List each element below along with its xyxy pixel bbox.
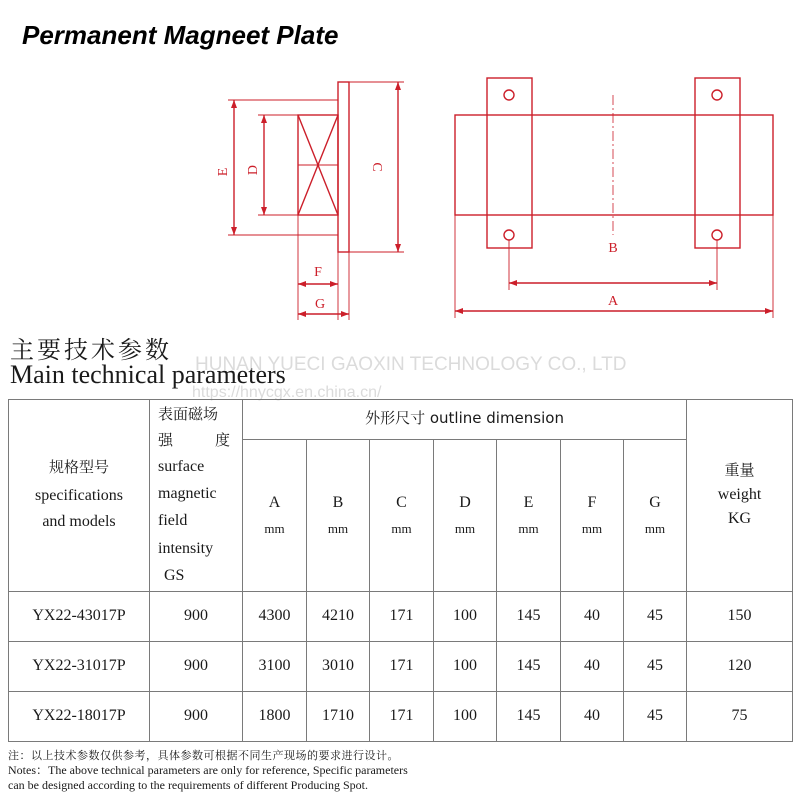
dim-letter: C bbox=[396, 493, 407, 511]
note-en-line1: Notes：The above technical parameters are only for reference, Specific parameters bbox=[8, 763, 408, 777]
cell-g: 45 bbox=[624, 692, 687, 742]
dim-label-g: G bbox=[314, 297, 326, 312]
cell-weight: 120 bbox=[687, 642, 793, 692]
dim-letter: G bbox=[649, 493, 661, 511]
table-row bbox=[9, 692, 793, 742]
cell-e: 145 bbox=[497, 692, 561, 742]
header-spec bbox=[9, 400, 150, 592]
technical-drawing bbox=[0, 0, 800, 330]
cell-d: 100 bbox=[434, 592, 497, 642]
cell-f: 40 bbox=[561, 592, 624, 642]
note-en-line2: can be designed according to the requirements of different Producing Spot. bbox=[8, 778, 369, 792]
cell-a: 4300 bbox=[243, 592, 307, 642]
cell-b: 3010 bbox=[307, 642, 370, 692]
table-row bbox=[9, 592, 793, 642]
header-outline-text: 外形尺寸 outline dimension bbox=[365, 409, 564, 428]
footnotes bbox=[8, 748, 408, 793]
cell-model: YX22-31017P bbox=[9, 642, 150, 692]
header-dim-c bbox=[370, 440, 434, 592]
watermark-company: HUNAN YUECI GAOXIN TECHNOLOGY CO., LTD bbox=[195, 354, 627, 375]
header-field-unit: GS bbox=[164, 566, 185, 584]
header-spec-en1: specifications bbox=[35, 486, 123, 504]
cell-gs: 900 bbox=[150, 592, 243, 642]
header-field-en4: intensity bbox=[158, 539, 214, 557]
header-outline-dimension bbox=[243, 400, 687, 440]
dim-label-f: F bbox=[314, 265, 322, 280]
dim-letter: B bbox=[332, 493, 344, 511]
dim-label-a: A bbox=[607, 294, 619, 309]
page-title: Permanent Magneet Plate bbox=[22, 20, 339, 50]
cell-b: 1710 bbox=[307, 692, 370, 742]
dim-label-e: E bbox=[216, 167, 231, 177]
side-view-plate bbox=[338, 82, 349, 252]
header-spec-en2: and models bbox=[42, 513, 116, 531]
dim-letter: E bbox=[523, 493, 534, 511]
dim-unit: mm bbox=[264, 521, 285, 537]
dim-letter: A bbox=[268, 493, 281, 511]
cell-a: 1800 bbox=[243, 692, 307, 742]
dim-label-d: D bbox=[246, 164, 261, 176]
cell-d: 100 bbox=[434, 692, 497, 742]
cell-a: 3100 bbox=[243, 642, 307, 692]
dim-unit: mm bbox=[581, 521, 603, 537]
cell-b: 4210 bbox=[307, 592, 370, 642]
header-field-en1: surface bbox=[158, 458, 205, 476]
cell-c: 171 bbox=[370, 592, 434, 642]
parameters-table bbox=[8, 399, 793, 742]
dim-label-c: C bbox=[369, 162, 384, 172]
front-view-bracket-left bbox=[487, 78, 532, 248]
header-field-cn2b: 度 bbox=[214, 430, 230, 449]
cell-e: 145 bbox=[497, 592, 561, 642]
cell-gs: 900 bbox=[150, 642, 243, 692]
dim-letter: F bbox=[587, 493, 597, 511]
front-view-bracket-right bbox=[695, 78, 740, 248]
table-row bbox=[9, 642, 793, 692]
cell-e: 145 bbox=[497, 642, 561, 692]
cell-model: YX22-18017P bbox=[9, 692, 150, 742]
header-dim-g bbox=[624, 440, 687, 592]
cell-weight: 75 bbox=[687, 692, 793, 742]
header-field-cn2 bbox=[158, 428, 242, 454]
front-view-plate bbox=[455, 115, 773, 215]
header-weight-unit: KG bbox=[727, 510, 752, 528]
dim-label-b: B bbox=[608, 241, 618, 256]
header-field-en3: field bbox=[158, 512, 188, 530]
header-weight bbox=[687, 400, 793, 592]
cell-weight: 150 bbox=[687, 592, 793, 642]
header-dim-e bbox=[497, 440, 561, 592]
cell-f: 40 bbox=[561, 642, 624, 692]
cell-d: 100 bbox=[434, 642, 497, 692]
cell-g: 45 bbox=[624, 592, 687, 642]
dim-unit: mm bbox=[518, 521, 539, 537]
header-field-en2: magnetic bbox=[158, 485, 217, 503]
cell-c: 171 bbox=[370, 692, 434, 742]
header-field-cn2a: 强 bbox=[158, 430, 174, 449]
section-heading-en: Main technical parameters bbox=[10, 360, 286, 389]
cell-gs: 900 bbox=[150, 692, 243, 742]
header-dim-d bbox=[434, 440, 497, 592]
cell-model: YX22-43017P bbox=[9, 592, 150, 642]
dim-unit: mm bbox=[644, 521, 666, 537]
header-dim-a bbox=[243, 440, 307, 592]
cell-g: 45 bbox=[624, 642, 687, 692]
header-spec-cn: 规格型号 bbox=[48, 458, 109, 477]
header-weight-cn: 重量 bbox=[724, 461, 755, 480]
dim-unit: mm bbox=[454, 521, 476, 537]
header-field-cn1: 表面磁场 bbox=[158, 405, 219, 424]
cell-c: 171 bbox=[370, 642, 434, 692]
watermark-url: https://hnycgx.en.china.cn/ bbox=[192, 384, 382, 401]
section-heading-cn: 主要技术参数 bbox=[10, 336, 172, 364]
header-dim-f bbox=[561, 440, 624, 592]
header-dim-b bbox=[307, 440, 370, 592]
header-weight-en: weight bbox=[717, 485, 762, 503]
note-cn: 注：以上技术参数仅供参考，具体参数可根据不同生产现场的要求进行设计。 bbox=[8, 749, 399, 762]
dim-unit: mm bbox=[391, 521, 412, 537]
dim-unit: mm bbox=[327, 521, 349, 537]
dim-letter: D bbox=[459, 493, 471, 511]
header-field-intensity bbox=[150, 400, 243, 592]
cell-f: 40 bbox=[561, 692, 624, 742]
